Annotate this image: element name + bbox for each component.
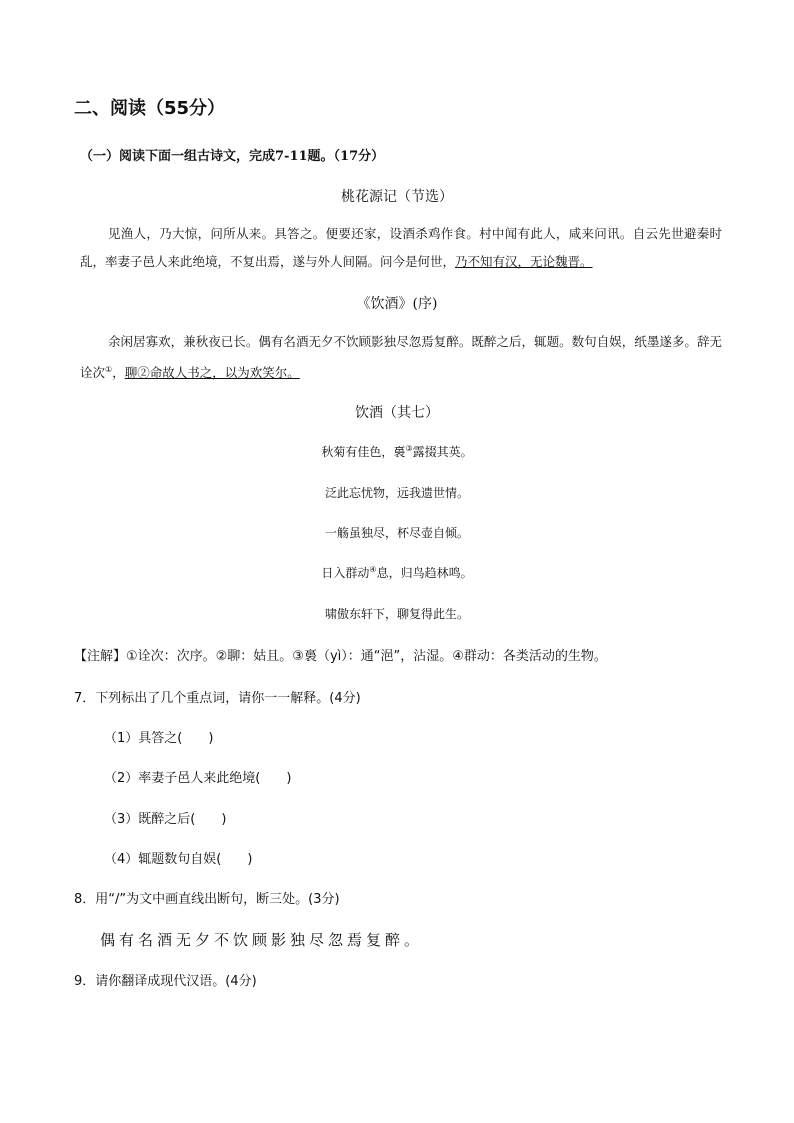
text3-title: 饮酒（其七） <box>355 405 439 421</box>
text1-paragraph <box>80 220 722 276</box>
note-marker: ③ <box>405 444 413 453</box>
poem-line <box>0 484 794 501</box>
question-7-item: （4）辄题数句自娱( ) <box>104 852 253 867</box>
section-title: 二、阅读（55分） <box>74 98 226 119</box>
text2-title: 《饮酒》(序) <box>356 296 438 312</box>
note-marker: ① <box>105 365 113 374</box>
question-8-prompt: 8．用“/”为文中画直线出断句，断三处。(3分) <box>74 892 340 907</box>
poem-line <box>0 443 794 460</box>
poem-line-text: 日入群动 <box>321 566 370 580</box>
poem-line <box>0 524 794 541</box>
question-7-prompt: 7．下列标出了几个重点词，请你一一解释。(4分) <box>74 691 361 706</box>
question-9-prompt: 9．请你翻译成现代汉语。(4分) <box>74 974 257 989</box>
text1-para-before: 见渔人，乃大惊，问所从来。具答之。便要还家，设酒杀鸡作食。村中闻有此人，咸来问讯。自云先世避秦时乱，率妻子邑人来此绝境，不复出焉，遂与外人间隔。问今是何世， <box>80 226 722 269</box>
annotation-notes: 【注解】①诠次：次序。②聊：姑且。③裛（yì）：通“浥”，沾湿。④群动：各类活动的生物。 <box>74 649 607 664</box>
poem-line-text: 一觞虽独尽，杯尽壶自倾。 <box>324 526 469 540</box>
question-7-item: （3）既醉之后( ) <box>104 812 227 827</box>
poem-line <box>0 605 794 622</box>
text2-paragraph <box>80 328 722 387</box>
text2-underlined-sentence: 聊②命故人书之，以为欢笑尔。 <box>124 365 300 381</box>
poem-line-text: 啸傲东轩下，聊复得此生。 <box>324 607 469 621</box>
poem-line-text: 露掇其英。 <box>412 445 473 459</box>
question-7-item: （2）率妻子邑人来此绝境( ) <box>104 771 292 786</box>
poem-line-text: 息，归鸟趋林鸣。 <box>376 566 473 580</box>
text1-title: 桃花源记（节选） <box>341 189 453 205</box>
text1-underlined-sentence: 乃不知有汉，无论魏晋。 <box>455 254 593 269</box>
question-8-sentence: 偶有名酒无夕不饮顾影独尽忽焉复醉。 <box>100 931 424 949</box>
poem-line <box>0 564 794 581</box>
poem-line-text: 秋菊有佳色，裛 <box>321 445 406 459</box>
poem-line-text: 泛此忘忧物，远我遗世情。 <box>324 486 469 500</box>
subsection-title: （一）阅读下面一组古诗文，完成7-11题。（17分） <box>80 149 385 164</box>
text2-para-before: 余闲居寡欢，兼秋夜已长。偶有名酒无夕不饮顾影独尽忽焉复醉。既醉之后，辄题。数句自娱，纸墨遂多。辞无诠次 <box>80 334 722 381</box>
note-marker: ④ <box>369 565 377 574</box>
question-7-item: （1）具答之( ) <box>104 731 214 746</box>
text2-para-mid: ， <box>112 365 125 381</box>
